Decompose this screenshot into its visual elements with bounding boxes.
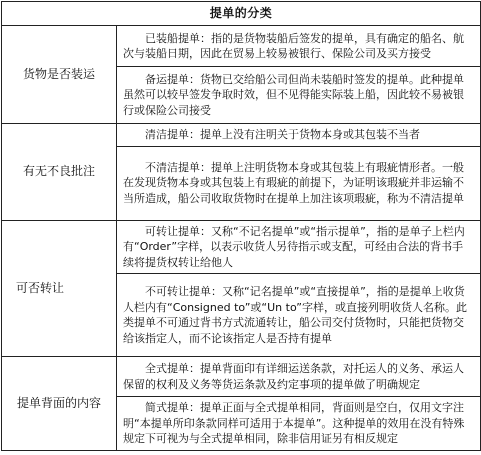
category-cell-notation-status: 有无不良批注 (2, 124, 117, 221)
table-header-row (2, 2, 481, 26)
document-page (1, 1, 480, 451)
table-title: 提单的分类 (2, 2, 481, 26)
description-cell-long-form-bl: 全式提单：提单背面印有详细运送条款，对托运人的义务、承运人保留的权利及义务等货运条款及约定事项的提单做了明确规定 (117, 357, 481, 397)
description-cell-received-bl: 备运提单：货物已交给船公司但尚未装船时签发的提单。此种提单虽然可以较早签发争取时效，但不见得能实际装上船，因此较不易被银行或保险公司接受 (117, 67, 481, 124)
description-cell-clean-bl: 清洁提单：提单上没有注明关于货物本身或其包装不当者 (117, 124, 481, 147)
table-row (2, 26, 481, 67)
category-cell-back-content: 提单背面的内容 (2, 357, 117, 451)
description-cell-short-form-bl: 简式提单：提单正面与全式提单相同，背面则是空白，仅用文字注明“本提单所印条款同样可适用于本提单”。这种提单的效用在没有特殊规定下可视为与全式提单相同，除非信用证另有相反规定 (117, 397, 481, 451)
category-cell-shipment-status: 货物是否装运 (2, 26, 117, 124)
table-row (2, 220, 481, 274)
description-cell-claused-bl: 不清洁提单：提单上注明货物本身或其包装上有瑕疵情形者。一般在发现货物本身或其包装上有瑕疵的前提下，为证明该瑕疵并非运输不当所造成，船公司收取货物时在提单上加注该项瑕疵，称为不清洁提单 (117, 146, 481, 220)
bill-of-lading-classification-table (1, 1, 481, 451)
description-cell-shipped-bl: 已装船提单：指的是货物装船后签发的提单，具有确定的船名、航次与装船日期，因此在贸易上较易被银行、保险公司及买方接受 (117, 26, 481, 67)
description-cell-order-bl: 可转让提单：又称“不记名提单”或“指示提单”，指的是单子上栏内有“Order”字样，以表示收货人另待指示或支配，可经由合法的背书手续将提货权转让给他人 (117, 220, 481, 274)
description-cell-straight-bl: 不可转让提单：又称“记名提单”或“直接提单”，指的是提单上收货人栏内有“Consigned to”或“Un to”字样，或直接列明收货人名称。此类提单不可通过背书方式流通转让，船公司交付货物时，只能把货物交给该指定人，而不论该指定人是否持有提单 (117, 274, 481, 357)
table-row (2, 357, 481, 397)
category-cell-transferability: 可否转让 (2, 220, 117, 357)
table-row (2, 124, 481, 147)
